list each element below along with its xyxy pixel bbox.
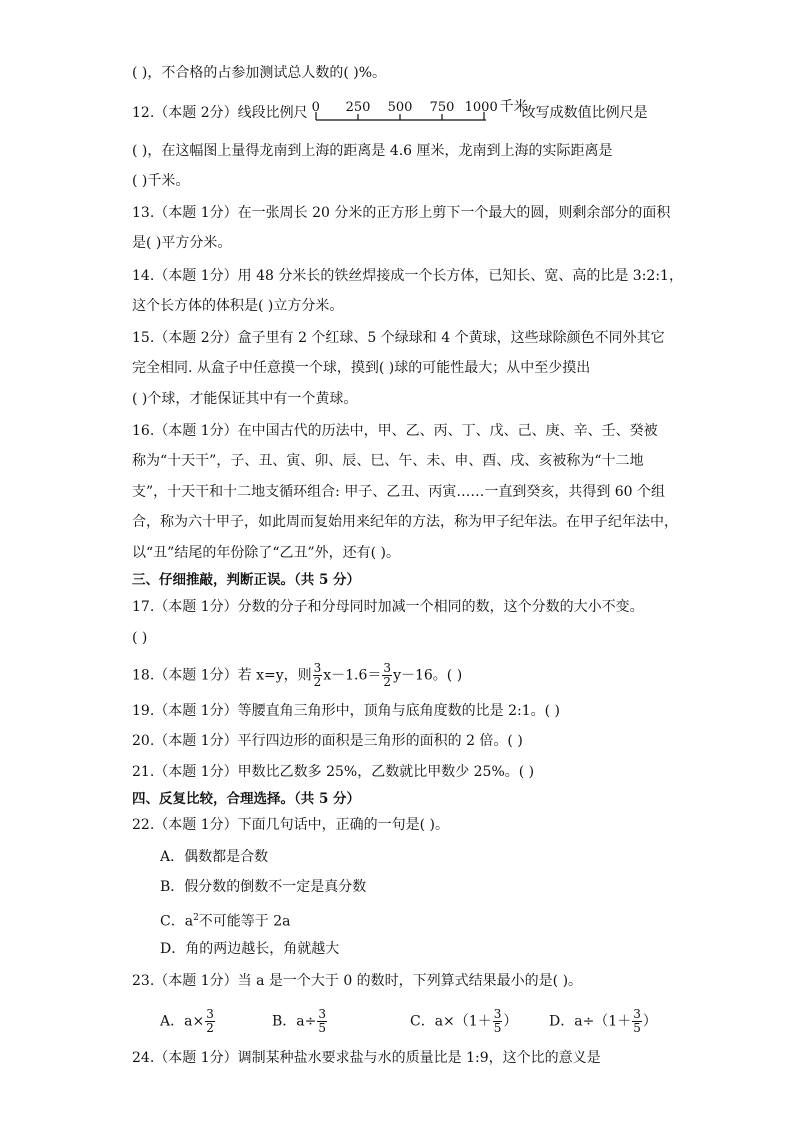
scale-label-1000: 1000 — [464, 100, 498, 115]
q18-line — [132, 662, 462, 689]
q16-line2: 称为“十天干”，子、丑、寅、卯、辰、巳、午、未、申、酉、戌、亥被称为“十二地 — [132, 453, 644, 469]
q17-line2: ( ) — [132, 630, 148, 646]
q18-fraction-1 — [313, 662, 323, 689]
q16-line5: 以“丑”结尾的年份除了“乙丑”外，还有( )。 — [132, 545, 401, 561]
q12-suffix: 改写成数值比例尺是 — [521, 105, 648, 121]
q15-line3: ( )个球，才能保证其中有一个黄球。 — [132, 391, 358, 407]
q22-c-sup: 2 — [193, 913, 199, 923]
scale-label-250: 250 — [345, 100, 371, 115]
section-4-heading: 四、反复比较，合理选择。（共 5 分） — [132, 791, 361, 807]
q23-option-c — [410, 1008, 517, 1035]
q23-a-num: 3 — [206, 1007, 214, 1021]
q23-c-post: ） — [503, 1013, 518, 1030]
q22-option-c — [160, 908, 291, 932]
q13-line2: 是( )平方分米。 — [132, 235, 232, 251]
q23-c-fraction — [493, 1008, 503, 1035]
q23-a-pre: A．a× — [160, 1013, 205, 1030]
q18-frac2-den: 2 — [383, 675, 392, 689]
q12-line2: ( )，在这幅图上量得龙南到上海的距离是 4.6 厘米，龙南到上海的实际距离是 — [132, 143, 613, 159]
scale-label-500: 500 — [387, 100, 413, 115]
section-3-heading: 三、仔细推敲，判断正误。（共 5 分） — [132, 572, 361, 588]
q16-line4: 合，称为六十甲子，如此周而复始用来纪年的方法，称为甲子纪年法。在甲子纪年法中， — [132, 514, 678, 530]
q23-c-num: 3 — [493, 1007, 502, 1021]
q22-option-b: B．假分数的倒数不一定是真分数 — [160, 879, 367, 895]
q23-a-fraction — [205, 1008, 215, 1035]
q22-c-post: 不可能等于 2a — [198, 913, 291, 930]
q15-line1: 15.（本题 2分）盒子里有 2 个红球、5 个绿球和 4 个黄球，这些球除颜色不同外其它 — [132, 330, 665, 346]
q16-line1: 16.（本题 1分）在中国古代的历法中，甲、乙、丙、丁、戊、己、庚、辛、壬、癸被 — [132, 423, 658, 439]
q23-b-den: 5 — [318, 1021, 327, 1035]
scale-label-0: 0 — [311, 100, 320, 115]
q12-prefix: 12.（本题 2分）线段比例尺 — [132, 105, 308, 121]
q11-line-end: ( )，不合格的占参加测试总人数的( )%。 — [132, 65, 387, 81]
q22-c-pre: C．a — [160, 913, 194, 930]
line-segment-scale — [311, 99, 528, 124]
q18-prefix: 18.（本题 1分）若 x=y，则 — [132, 667, 312, 684]
q18-fraction-2 — [382, 662, 392, 689]
q24-line: 24.（本题 1分）调制某种盐水要求盐与水的质量比是 1:9，这个比的意义是 — [132, 1050, 601, 1066]
q12-line3: ( )千米。 — [132, 173, 190, 189]
q23-d-post: ） — [642, 1013, 657, 1030]
q14-line1: 14.（本题 1分）用 48 分米长的铁丝焊接成一个长方体，已知长、宽、高的比是 3:2:1， — [132, 268, 683, 284]
q23-d-fraction — [632, 1008, 642, 1035]
q23-a-den: 2 — [206, 1021, 214, 1035]
q23-c-den: 5 — [493, 1021, 502, 1035]
q18-mid: x－1.6＝ — [323, 667, 382, 684]
scale-unit: 千米 — [499, 99, 528, 115]
q13-line1: 13.（本题 1分）在一张周长 20 分米的正方形上剪下一个最大的圆，则剩余部分的面积 — [132, 205, 671, 221]
q23-option-d — [549, 1008, 657, 1035]
q18-frac1-num: 3 — [313, 661, 322, 675]
q23-option-a — [160, 1008, 216, 1035]
q22-option-d: D．角的两边越长，角就越大 — [160, 941, 340, 957]
q20-line: 20.（本题 1分）平行四边形的面积是三角形的面积的 2 倍。( ) — [132, 733, 523, 749]
scale-label-750: 750 — [429, 100, 455, 115]
q23-d-num: 3 — [633, 1007, 641, 1021]
q18-frac2-num: 3 — [383, 661, 392, 675]
q16-line3: 支”，十天干和十二地支循环组合: 甲子、乙丑、丙寅……一直到癸亥，共得到 60 个组 — [132, 484, 666, 500]
q23-option-b — [272, 1008, 328, 1035]
q18-suffix: y－16。( ) — [393, 667, 463, 684]
q23-stem: 23.（本题 1分）当 a 是一个大于 0 的数时，下列算式结果最小的是( )。 — [132, 973, 583, 989]
q23-d-den: 5 — [633, 1021, 641, 1035]
q19-line: 19.（本题 1分）等腰直角三角形中，顶角与底角度数的比是 2:1。( ) — [132, 703, 560, 719]
q18-frac1-den: 2 — [313, 675, 322, 689]
q23-d-pre: D．a÷（1＋ — [549, 1013, 632, 1030]
q23-b-num: 3 — [318, 1007, 327, 1021]
q12-line1 — [132, 99, 648, 124]
q22-stem: 22.（本题 1分）下面几句话中，正确的一句是( )。 — [132, 817, 449, 833]
q17-line1: 17.（本题 1分）分数的分子和分母同时加减一个相同的数，这个分数的大小不变。 — [132, 599, 644, 615]
q23-c-pre: C．a×（1＋ — [410, 1013, 492, 1030]
q21-line: 21.（本题 1分）甲数比乙数多 25%，乙数就比甲数少 25%。( ) — [132, 764, 535, 780]
q23-b-pre: B．a÷ — [272, 1013, 317, 1030]
q23-b-fraction — [317, 1008, 327, 1035]
q15-line2: 完全相同. 从盒子中任意摸一个球，摸到( )球的可能性最大；从中至少摸出 — [132, 360, 591, 376]
q14-line2: 这个长方体的体积是( )立方分米。 — [132, 298, 344, 314]
q22-option-a: A．偶数都是合数 — [160, 849, 269, 865]
